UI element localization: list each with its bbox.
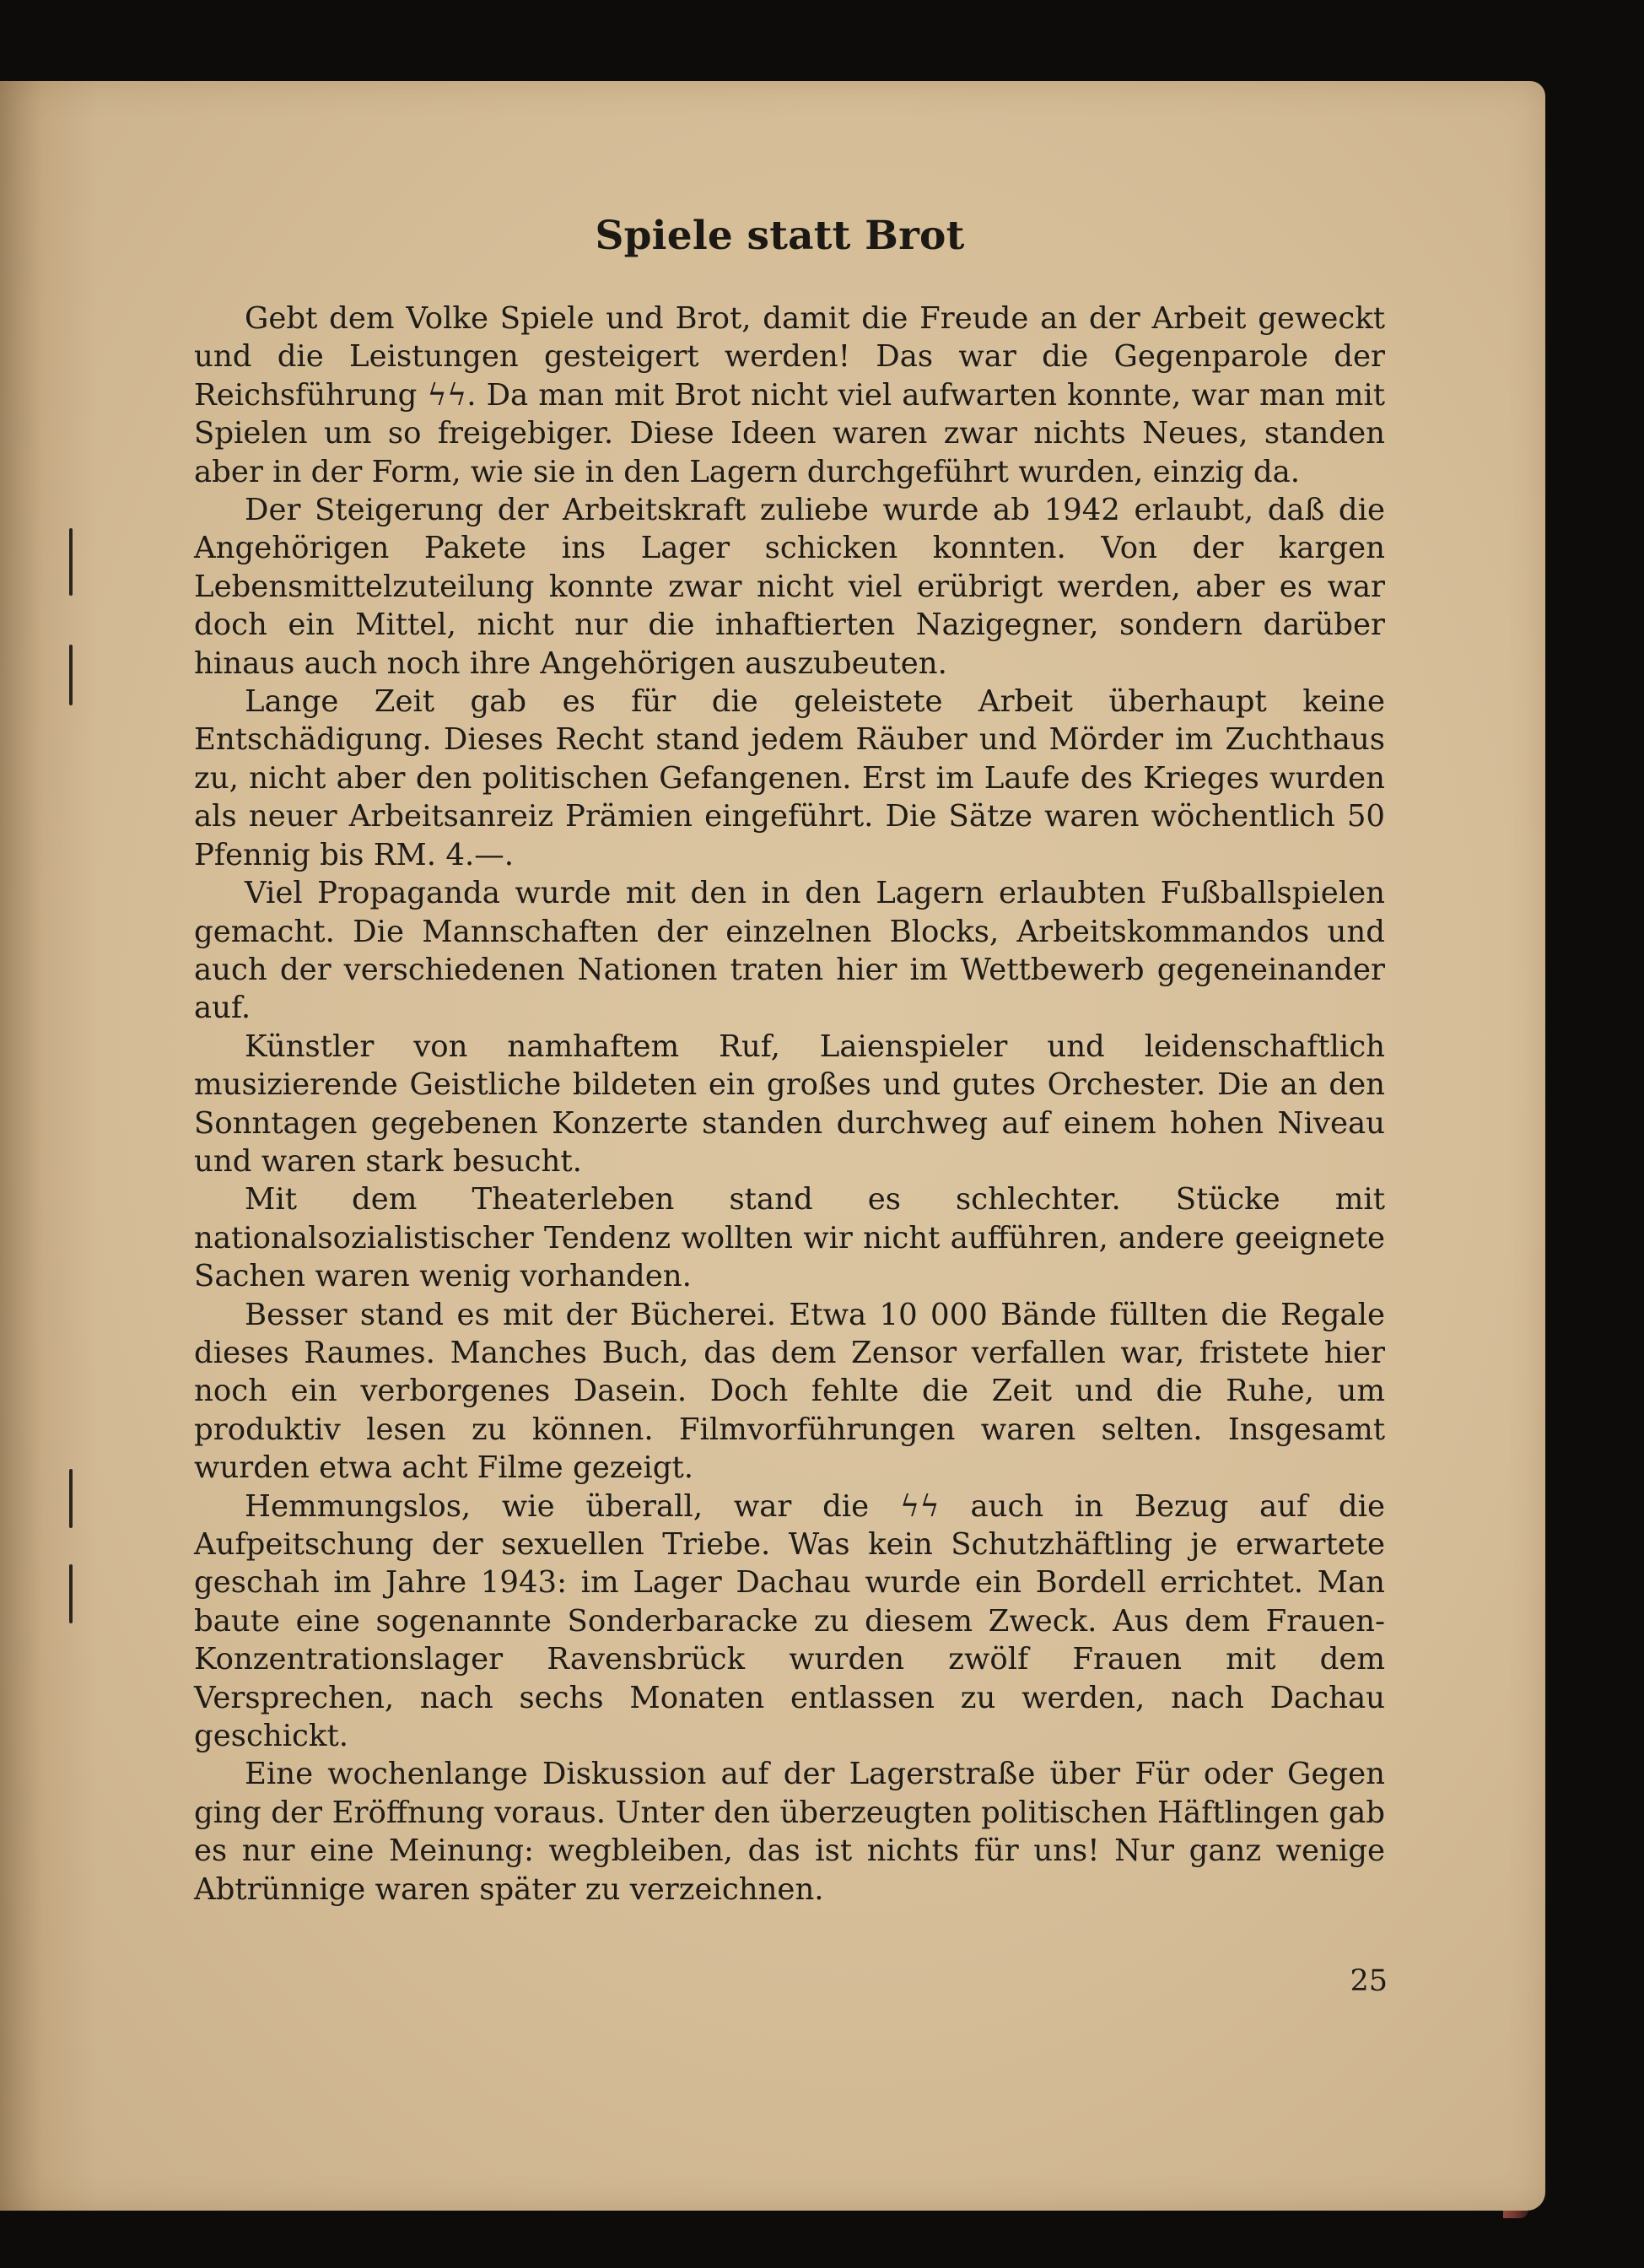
paragraph: Besser stand es mit der Bücherei. Etwa 10 000 Bände füllten die Regale dieses Raumes. Manches Buch, das dem Zensor verfallen war, fristete hier noch ein verborgenes Dasein. Doch fehlte die Zeit und die Ruhe, um produktiv lesen zu können. Filmvorführungen waren selten. Insgesamt wurden etwa acht Filme gezeigt. [194, 1297, 1385, 1486]
paragraph: Lange Zeit gab es für die geleistete Arbeit überhaupt keine Entschädigung. Dieses Recht stand jedem Räuber und Mörder im Zuchthaus zu, nicht aber den politischen Gefangenen. Erst im Laufe des Krieges wurden als neuer Arbeitsanreiz Prämien eingeführt. Die Sätze waren wöchentlich 50 Pfennig bis RM. 4.—. [194, 684, 1385, 872]
margin-mark [69, 645, 73, 705]
paragraph: Mit dem Theaterleben stand es schlechter. Stücke mit nationalsozialistischer Tendenz wollten wir nicht aufführen, andere geeignete Sachen waren wenig vorhanden. [194, 1182, 1385, 1294]
paragraph: Gebt dem Volke Spiele und Brot, damit die Freude an der Arbeit geweckt und die Leistungen gesteigert werden! Das war die Gegenparole der Reichsführung ϟϟ. Da man mit Brot nicht viel aufwarten konnte, war man mit Spielen um so freigebiger. Diese Ideen waren zwar nichts Neues, standen aber in der Form, wie sie in den Lagern durchgeführt wurden, einzig da. [194, 301, 1385, 489]
margin-mark [69, 528, 73, 596]
paragraph: Hemmungslos, wie überall, war die ϟϟ auch in Bezug auf die Aufpeitschung der sexuellen Triebe. Was kein Schutzhäftling je erwartete geschah im Jahre 1943: im Lager Dachau wurde ein Bordell errichtet. Man baute eine sogenannte Sonderbaracke zu diesem Zweck. Aus dem Frauen-Konzentrationslager Ravensbrück wurden zwölf Frauen mit dem Versprechen, nach sechs Monaten entlassen zu werden, nach Dachau geschickt. [194, 1488, 1385, 1754]
paragraph: Viel Propaganda wurde mit den in den Lagern erlaubten Fußballspielen gemacht. Die Mannschaften der einzelnen Blocks, Arbeitskommandos und auch der verschiedenen Nationen traten hier im Wettbewerb gegeneinander auf. [194, 876, 1385, 1026]
paragraph: Eine wochenlange Diskussion auf der Lagerstraße über Für oder Gegen ging der Eröffnung voraus. Unter den überzeugten politischen Häftlingen gab es nur eine Meinung: wegbleiben, das ist nichts für uns! Nur ganz wenige Abtrünnige waren später zu verzeichnen. [194, 1757, 1385, 1907]
body-text [194, 300, 1385, 1909]
page-number: 25 [1350, 1964, 1388, 1998]
paragraph: Künstler von namhaftem Ruf, Laienspieler und leidenschaftlich musizierende Geistliche bildeten ein großes und gutes Orchester. Die an den Sonntagen gegebenen Konzerte standen durchweg auf einem hohen Niveau und waren stark besucht. [194, 1029, 1385, 1179]
page-gutter-shadow [0, 81, 97, 2211]
margin-mark [69, 1564, 73, 1623]
paragraph: Der Steigerung der Arbeitskraft zuliebe wurde ab 1942 erlaubt, daß die Angehörigen Pakete ins Lager schicken konnten. Von der kargen Lebensmittelzuteilung konnte zwar nicht viel erübrigt werden, aber es war doch ein Mittel, nicht nur die inhaftierten Nazigegner, sondern darüber hinaus auch noch ihre Angehörigen auszubeuten. [194, 493, 1385, 681]
margin-mark [69, 1469, 73, 1528]
page-title: Spiele statt Brot [595, 213, 965, 259]
